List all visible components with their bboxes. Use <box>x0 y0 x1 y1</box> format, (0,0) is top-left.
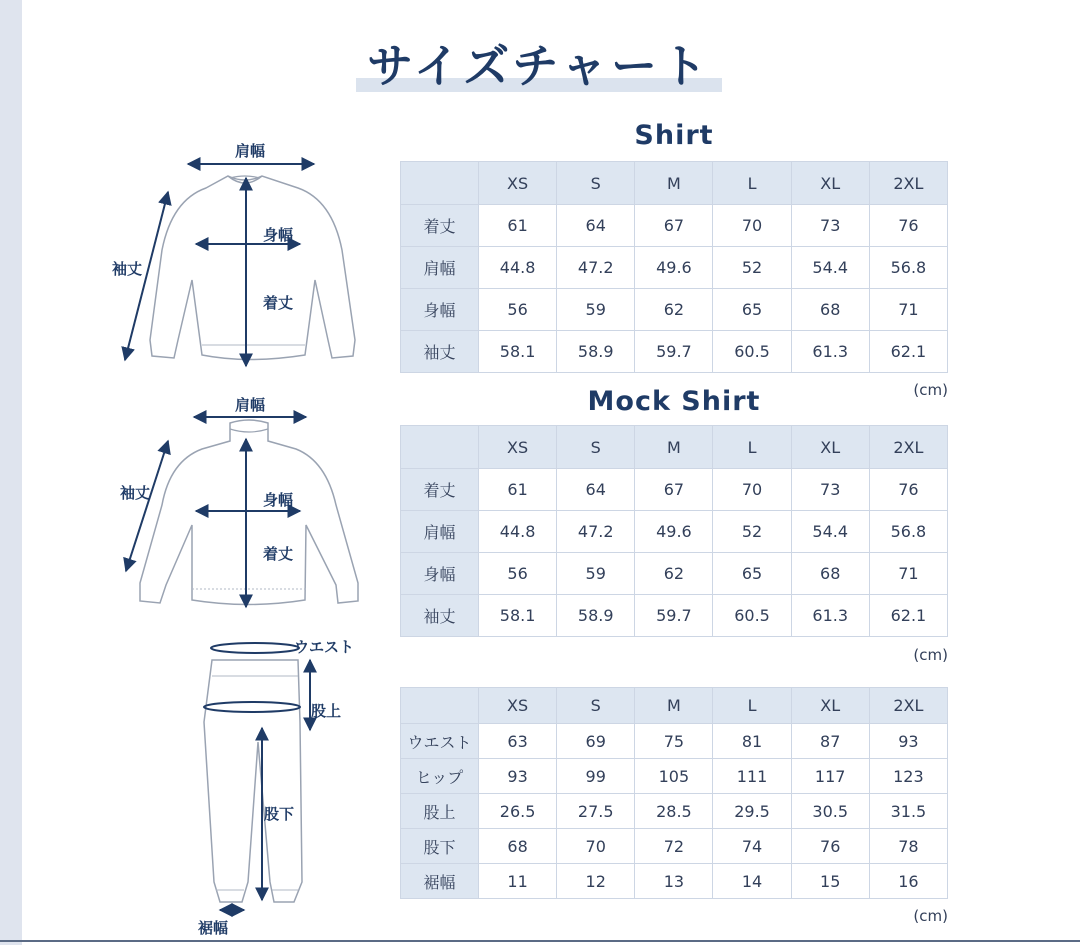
table-cell: 58.9 <box>557 331 635 373</box>
table-cell: 56 <box>479 289 557 331</box>
table-cell: 30.5 <box>791 794 869 829</box>
row-label: ヒップ <box>401 759 479 794</box>
table-cell: 62 <box>635 289 713 331</box>
table-cell: 75 <box>635 724 713 759</box>
table-cell: 58.9 <box>557 595 635 637</box>
table-cell: 61 <box>479 469 557 511</box>
row-label: 身幅 <box>401 289 479 331</box>
row-label: ウエスト <box>401 724 479 759</box>
table-cell: 49.6 <box>635 511 713 553</box>
table-cell: 61.3 <box>791 595 869 637</box>
shirt-size-table <box>400 161 948 373</box>
table-cell: 54.4 <box>791 511 869 553</box>
row-label: 着丈 <box>401 205 479 247</box>
left-edge-strip <box>0 0 22 945</box>
table-cell: 111 <box>713 759 791 794</box>
page-title: サイズチャート <box>366 39 712 93</box>
row-label: 裾幅 <box>401 864 479 899</box>
size-header: M <box>635 688 713 724</box>
table-row <box>401 794 948 829</box>
row-label: 着丈 <box>401 469 479 511</box>
table-cell: 59.7 <box>635 331 713 373</box>
table-cell: 73 <box>791 205 869 247</box>
table-cell: 62 <box>635 553 713 595</box>
table-cell: 16 <box>869 864 947 899</box>
table-cell: 26.5 <box>479 794 557 829</box>
table-corner-cell <box>401 688 479 724</box>
shirt-unit-label: (cm) <box>913 381 948 399</box>
pants-unit-label: (cm) <box>913 907 948 925</box>
table-row <box>401 829 948 864</box>
table-row <box>401 469 948 511</box>
label-shirt-body-width: 身幅 <box>263 226 294 244</box>
table-cell: 58.1 <box>479 595 557 637</box>
table-cell: 63 <box>479 724 557 759</box>
table-corner-cell <box>401 162 479 205</box>
title-block <box>356 30 722 96</box>
table-cell: 65 <box>713 553 791 595</box>
table-cell: 62.1 <box>869 331 947 373</box>
row-label: 肩幅 <box>401 247 479 289</box>
table-cell: 47.2 <box>557 511 635 553</box>
size-header: XS <box>479 162 557 205</box>
table-cell: 52 <box>713 247 791 289</box>
table-cell: 47.2 <box>557 247 635 289</box>
table-cell: 60.5 <box>713 331 791 373</box>
table-cell: 67 <box>635 205 713 247</box>
table-cell: 62.1 <box>869 595 947 637</box>
size-header: S <box>557 162 635 205</box>
table-cell: 11 <box>479 864 557 899</box>
table-cell: 71 <box>869 553 947 595</box>
mock-shirt-size-table <box>400 425 948 637</box>
size-header: L <box>713 426 791 469</box>
mock-shirt-unit-label: (cm) <box>913 646 948 664</box>
table-cell: 72 <box>635 829 713 864</box>
size-header: XS <box>479 688 557 724</box>
size-header: L <box>713 688 791 724</box>
table-cell: 27.5 <box>557 794 635 829</box>
table-cell: 70 <box>713 205 791 247</box>
row-label: 股上 <box>401 794 479 829</box>
table-cell: 70 <box>713 469 791 511</box>
size-header: 2XL <box>869 426 947 469</box>
label-pants-hem: 裾幅 <box>198 919 229 937</box>
label-mock-body-width: 身幅 <box>263 491 294 509</box>
row-label: 身幅 <box>401 553 479 595</box>
shirt-section-title: Shirt <box>634 120 714 151</box>
label-mock-sleeve: 袖丈 <box>120 484 151 502</box>
table-row <box>401 205 948 247</box>
size-header: 2XL <box>869 688 947 724</box>
table-cell: 73 <box>791 469 869 511</box>
table-cell: 68 <box>479 829 557 864</box>
label-mock-length: 着丈 <box>263 545 294 563</box>
table-cell: 123 <box>869 759 947 794</box>
table-cell: 52 <box>713 511 791 553</box>
table-cell: 13 <box>635 864 713 899</box>
table-row <box>401 289 948 331</box>
table-cell: 76 <box>869 205 947 247</box>
table-cell: 61.3 <box>791 331 869 373</box>
table-header-row <box>401 162 948 205</box>
table-cell: 87 <box>791 724 869 759</box>
size-header: S <box>557 688 635 724</box>
table-row <box>401 595 948 637</box>
table-corner-cell <box>401 426 479 469</box>
label-shirt-length: 着丈 <box>263 294 294 312</box>
table-cell: 44.8 <box>479 247 557 289</box>
table-cell: 60.5 <box>713 595 791 637</box>
table-cell: 58.1 <box>479 331 557 373</box>
table-cell: 15 <box>791 864 869 899</box>
table-cell: 68 <box>791 289 869 331</box>
table-cell: 12 <box>557 864 635 899</box>
table-cell: 69 <box>557 724 635 759</box>
table-cell: 59 <box>557 553 635 595</box>
table-cell: 31.5 <box>869 794 947 829</box>
table-cell: 14 <box>713 864 791 899</box>
table-cell: 56.8 <box>869 247 947 289</box>
table-cell: 68 <box>791 553 869 595</box>
table-row <box>401 864 948 899</box>
table-row <box>401 759 948 794</box>
mock-shirt-diagram <box>110 395 370 615</box>
table-cell: 105 <box>635 759 713 794</box>
table-row <box>401 247 948 289</box>
shirt-diagram <box>110 140 370 375</box>
table-cell: 76 <box>869 469 947 511</box>
table-cell: 59.7 <box>635 595 713 637</box>
table-cell: 76 <box>791 829 869 864</box>
label-shirt-sleeve: 袖丈 <box>112 260 143 278</box>
label-pants-inseam: 股下 <box>264 805 295 823</box>
table-cell: 56 <box>479 553 557 595</box>
pants-size-table <box>400 687 948 899</box>
table-cell: 64 <box>557 205 635 247</box>
table-cell: 65 <box>713 289 791 331</box>
size-header: XS <box>479 426 557 469</box>
row-label: 袖丈 <box>401 331 479 373</box>
table-cell: 29.5 <box>713 794 791 829</box>
table-cell: 28.5 <box>635 794 713 829</box>
table-cell: 59 <box>557 289 635 331</box>
table-header-row <box>401 426 948 469</box>
table-cell: 56.8 <box>869 511 947 553</box>
label-pants-rise: 股上 <box>311 702 342 720</box>
label-shirt-shoulder: 肩幅 <box>235 142 266 160</box>
table-row <box>401 511 948 553</box>
mock-shirt-section-title: Mock Shirt <box>587 386 761 417</box>
label-mock-shoulder: 肩幅 <box>235 396 266 414</box>
row-label: 肩幅 <box>401 511 479 553</box>
size-header: XL <box>791 162 869 205</box>
table-cell: 67 <box>635 469 713 511</box>
size-header: L <box>713 162 791 205</box>
size-header: XL <box>791 426 869 469</box>
size-header: M <box>635 162 713 205</box>
table-header-row <box>401 688 948 724</box>
table-cell: 44.8 <box>479 511 557 553</box>
table-cell: 93 <box>479 759 557 794</box>
table-row <box>401 553 948 595</box>
size-header: M <box>635 426 713 469</box>
table-cell: 78 <box>869 829 947 864</box>
table-cell: 61 <box>479 205 557 247</box>
row-label: 袖丈 <box>401 595 479 637</box>
table-row <box>401 331 948 373</box>
bottom-divider <box>0 940 1080 942</box>
row-label: 股下 <box>401 829 479 864</box>
table-cell: 70 <box>557 829 635 864</box>
size-header: 2XL <box>869 162 947 205</box>
pants-diagram <box>190 632 330 917</box>
label-pants-waist: ウエスト <box>294 638 355 656</box>
size-header: XL <box>791 688 869 724</box>
table-cell: 99 <box>557 759 635 794</box>
table-cell: 81 <box>713 724 791 759</box>
table-cell: 49.6 <box>635 247 713 289</box>
table-cell: 71 <box>869 289 947 331</box>
table-cell: 93 <box>869 724 947 759</box>
table-row <box>401 724 948 759</box>
table-cell: 74 <box>713 829 791 864</box>
size-header: S <box>557 426 635 469</box>
table-cell: 117 <box>791 759 869 794</box>
table-cell: 64 <box>557 469 635 511</box>
table-cell: 54.4 <box>791 247 869 289</box>
